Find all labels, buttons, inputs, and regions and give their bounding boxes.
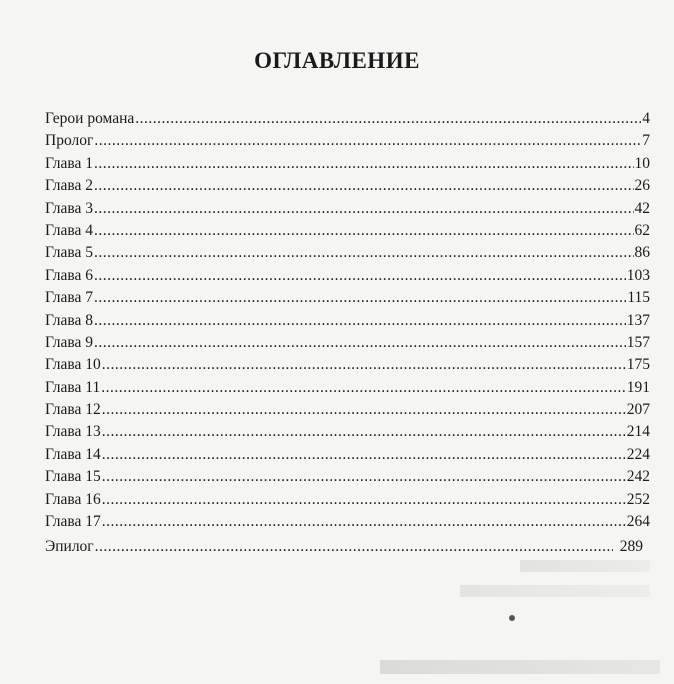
toc-entry-page: 7 bbox=[642, 132, 650, 150]
toc-entry-page: 175 bbox=[626, 356, 650, 374]
toc-entry-label: Глава 12 bbox=[45, 401, 101, 419]
toc-leader-dots bbox=[94, 242, 633, 264]
toc-leader-dots bbox=[102, 421, 626, 443]
toc-entry bbox=[45, 130, 650, 152]
toc-leader-dots bbox=[102, 466, 626, 488]
toc-leader-dots bbox=[95, 536, 613, 558]
toc-entry-page: 26 bbox=[634, 177, 650, 195]
toc-entry-page: 62 bbox=[634, 221, 650, 239]
toc-entry-label: Герои романа bbox=[45, 110, 135, 127]
toc-entry-label: Глава 10 bbox=[45, 356, 101, 374]
toc-entry bbox=[45, 220, 650, 242]
toc-entry bbox=[45, 511, 650, 533]
toc-entry-label: Глава 16 bbox=[45, 490, 101, 508]
toc-leader-dots bbox=[101, 377, 626, 399]
toc-entry bbox=[45, 310, 650, 332]
bleed-through-decoration bbox=[460, 585, 650, 597]
toc-entry-label: Пролог bbox=[45, 132, 94, 150]
toc-leader-dots bbox=[102, 489, 626, 511]
toc-entry bbox=[45, 287, 650, 309]
toc-entry bbox=[45, 399, 650, 421]
toc-entry bbox=[45, 198, 650, 220]
toc-entry-page: 252 bbox=[626, 490, 650, 508]
toc-entry-label: Глава 8 bbox=[45, 311, 94, 329]
toc-entry-page: 42 bbox=[634, 199, 650, 217]
toc-entry-page: 264 bbox=[626, 513, 650, 531]
toc-entry-page: 86 bbox=[634, 244, 650, 262]
toc-leader-dots bbox=[94, 130, 641, 152]
toc-leader-dots bbox=[94, 153, 633, 175]
toc-entry bbox=[45, 153, 650, 175]
bleed-through-decoration bbox=[520, 560, 650, 572]
toc-entry-page: 157 bbox=[626, 333, 650, 351]
toc-leader-dots bbox=[94, 265, 626, 287]
toc-entry-label: Глава 1 bbox=[45, 154, 94, 172]
toc-entry bbox=[45, 421, 650, 443]
toc-entry-label: Глава 2 bbox=[45, 177, 94, 195]
toc-leader-dots bbox=[102, 511, 626, 533]
toc-leader-dots bbox=[94, 198, 633, 220]
toc-entry-label: Эпилог bbox=[45, 538, 94, 556]
toc-entry-label: Глава 17 bbox=[45, 513, 101, 531]
toc-entry-label: Глава 9 bbox=[45, 333, 94, 351]
toc-entry-label: Глава 7 bbox=[45, 289, 94, 307]
toc-entry-page: 10 bbox=[634, 154, 650, 172]
toc-leader-dots bbox=[102, 354, 626, 376]
bleed-through-decoration bbox=[380, 660, 660, 674]
toc-entry-page: 289 bbox=[619, 538, 643, 556]
toc-entry bbox=[45, 466, 650, 488]
toc-entry-label: Глава 15 bbox=[45, 468, 101, 486]
toc-entry-label: Глава 3 bbox=[45, 199, 94, 217]
toc-entry-page: 214 bbox=[626, 423, 650, 441]
toc-entry-page: 4 bbox=[642, 110, 650, 127]
toc-entry-page: 224 bbox=[626, 445, 650, 463]
page-title: ОГЛАВЛЕНИЕ bbox=[254, 48, 420, 73]
toc-leader-dots bbox=[94, 310, 626, 332]
toc-entry bbox=[45, 265, 650, 287]
toc-entry-label: Глава 14 bbox=[45, 445, 101, 463]
table-of-contents bbox=[45, 108, 650, 559]
toc-entry-page: 242 bbox=[626, 468, 650, 486]
toc-leader-dots bbox=[94, 175, 633, 197]
toc-leader-dots bbox=[102, 399, 626, 421]
toc-leader-dots bbox=[94, 287, 626, 309]
toc-entry bbox=[45, 354, 650, 376]
toc-entry-label: Глава 6 bbox=[45, 266, 94, 284]
toc-entry bbox=[45, 242, 650, 264]
toc-entry-page: 207 bbox=[626, 401, 650, 419]
toc-leader-dots bbox=[135, 108, 641, 130]
toc-entry-page: 191 bbox=[626, 378, 650, 396]
toc-entry-page: 137 bbox=[626, 311, 650, 329]
toc-leader-dots bbox=[94, 332, 626, 354]
toc-entry bbox=[45, 332, 650, 354]
toc-entry-label: Глава 13 bbox=[45, 423, 101, 441]
toc-entry bbox=[45, 444, 650, 466]
toc-entry bbox=[45, 489, 650, 511]
toc-entry bbox=[45, 536, 643, 558]
toc-entry-label: Глава 11 bbox=[45, 378, 101, 396]
toc-entry bbox=[45, 175, 650, 197]
toc-entry-label: Глава 5 bbox=[45, 244, 94, 262]
toc-entry bbox=[45, 108, 650, 130]
ink-spot bbox=[509, 615, 515, 621]
toc-entry-label: Глава 4 bbox=[45, 221, 94, 239]
toc-entry bbox=[45, 377, 650, 399]
toc-entry-page: 103 bbox=[626, 266, 650, 284]
toc-entry-page: 115 bbox=[627, 289, 650, 307]
toc-leader-dots bbox=[102, 444, 626, 466]
toc-leader-dots bbox=[94, 220, 633, 242]
